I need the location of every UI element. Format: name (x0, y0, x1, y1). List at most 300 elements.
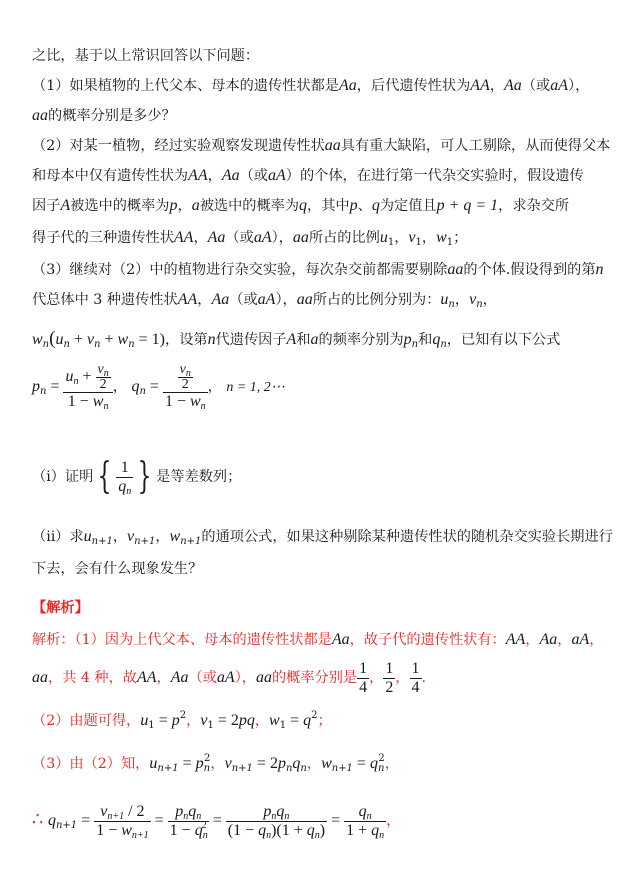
solution-3-line (32, 754, 399, 774)
math-genotype: AA (470, 77, 490, 94)
solution-text: ，故子代的遗传性状有： (349, 632, 506, 648)
math-subscript: n (440, 339, 447, 350)
math-superscript: 2 (204, 753, 211, 764)
separator: ， (395, 670, 410, 686)
math-var: w (269, 712, 280, 729)
separator: ， (394, 230, 409, 246)
math-op: = (208, 812, 226, 829)
math-subscript: n (203, 763, 211, 774)
fraction-half (178, 363, 193, 392)
math-op: = (213, 712, 231, 729)
q3-text: 的频率分别为 (318, 332, 404, 348)
separator: . (421, 670, 427, 686)
math-subscript: n (202, 829, 208, 841)
fraction-denominator (116, 478, 133, 496)
math-genotype: aA (253, 229, 272, 246)
math-paren: ) (271, 821, 277, 839)
solution-text: 解析：（1）因为上代父本、母本的遗传性状都是 (32, 632, 332, 648)
separator: ， (177, 198, 192, 214)
math-op: 1 − (164, 393, 190, 410)
math-genotype: aa (32, 107, 48, 124)
math-genotype: AA (177, 291, 198, 308)
math-paren: ( (227, 821, 234, 839)
math-var: u (140, 712, 149, 729)
fraction-step-2 (168, 803, 209, 840)
math-paren: ) (319, 821, 326, 839)
q1-text: （或 (521, 78, 551, 94)
fraction-denominator: 2 (385, 678, 394, 696)
math-op: = (178, 755, 196, 772)
math-op: / 2 (124, 802, 145, 820)
separator: 、 (357, 198, 372, 214)
q3-text: 的个体.假设得到的第 (463, 262, 596, 278)
separator: ， (112, 529, 128, 545)
math-var: u (149, 755, 158, 772)
q3-text: 代总体中 3 种遗传性状 (32, 292, 178, 308)
solution-1-line-1 (32, 630, 603, 650)
right-brace: } (137, 456, 152, 497)
math-number: 2 (269, 755, 278, 772)
fraction-numerator: 1 (359, 659, 368, 677)
q2-line-4 (32, 228, 467, 248)
math-op: = (352, 755, 370, 772)
q3-text: ）， (275, 292, 297, 308)
q2-text: 被选中的概率为 (70, 198, 170, 214)
separator: ， (306, 756, 322, 772)
math-genotype: AA (173, 229, 194, 246)
q1-label: （1） (32, 78, 70, 94)
solution-text: ，共 4 种，故 (48, 670, 137, 686)
q3-text: 和 (296, 332, 311, 348)
math-subscript: 1 (148, 720, 155, 731)
math-genotype: aa (324, 137, 341, 154)
fraction-quarter (410, 660, 422, 697)
q2-text: 被选中的概率为 (199, 198, 300, 214)
q2-text: 为定值且 (379, 198, 437, 214)
math-subscript: 1 (415, 237, 422, 248)
math-var: w (189, 393, 201, 410)
math-number: 2 (230, 712, 239, 729)
fraction-half (383, 660, 395, 697)
math-subscript: 1 (387, 237, 395, 248)
fraction-denominator (226, 822, 327, 840)
math-var: q (358, 802, 367, 820)
math-genotype: aA (571, 631, 590, 648)
fraction-denominator (163, 393, 208, 411)
separator: ； (317, 713, 332, 729)
math-subscript: n+1 (107, 810, 125, 822)
left-brace: { (97, 456, 112, 497)
math-var: q (188, 802, 197, 820)
math-subscript: n (448, 299, 455, 310)
q2-label: （2） (32, 138, 70, 154)
intro-line (32, 46, 259, 66)
separator: ， (482, 292, 497, 308)
math-var: p (171, 712, 180, 729)
math-subscript: n (94, 339, 101, 350)
math-genotype: Aa (338, 77, 357, 94)
q3-text: 继续对（2）中的植物进行杂交实验，每次杂交前都需要剔除 (69, 262, 448, 278)
math-var: v (86, 331, 95, 348)
math-genotype: AA (505, 631, 526, 648)
math-op: 1 − (233, 821, 259, 839)
q2-text: 具有重大缺陷，可人工剔除，从而使得父本 (340, 138, 611, 154)
q1-line-2 (32, 106, 176, 126)
math-var: p (403, 331, 412, 348)
fraction-numerator (344, 803, 386, 822)
q3-text: ，设第 (165, 332, 208, 348)
math-op: = (327, 812, 345, 829)
math-var: w (121, 821, 132, 839)
math-var: p (195, 755, 204, 772)
q1-line-1 (32, 76, 589, 96)
sub-ii-label: （ⅱ） (32, 529, 70, 545)
separator: ， (384, 756, 399, 772)
q2-text: ，其中 (307, 198, 350, 214)
math-genotype: Aa (221, 167, 240, 184)
math-var: p (277, 755, 286, 772)
math-subscript: n (284, 810, 290, 822)
math-subscript: n+1 (134, 536, 156, 547)
math-op: 1 − (169, 821, 195, 839)
fraction-numerator (63, 363, 112, 393)
fraction-denominator: 2 (99, 377, 107, 392)
math-op: = (46, 378, 64, 395)
math-subscript: n (103, 401, 109, 412)
separator: ， (525, 632, 540, 648)
math-var: v (469, 291, 477, 308)
math-subscript: n (285, 763, 293, 774)
fraction-numerator: 1 (116, 459, 133, 478)
separator: ， (197, 292, 212, 308)
q2-text: 得子代的三种遗传性状 (32, 230, 174, 246)
fraction-step-1 (94, 803, 150, 840)
math-genotype: Aa (504, 77, 522, 94)
math-var: w (321, 755, 332, 772)
math-var: p (32, 378, 40, 395)
fraction-denominator (168, 819, 209, 841)
solution-text: ）， (234, 670, 256, 686)
separator: ， (156, 670, 171, 686)
math-var: q (306, 821, 315, 839)
separator: ， (193, 230, 208, 246)
q2-text: 对某一植物，经过实验观察发现遗传性状 (69, 138, 325, 154)
separator: ， (386, 813, 401, 829)
math-range: n = 1, 2⋯ (226, 380, 285, 395)
q2-text: ）， (271, 230, 293, 246)
math-var: u (83, 528, 92, 545)
math-superscript: 2 (378, 753, 385, 764)
fraction-step-3 (226, 803, 327, 840)
math-subscript: 1 (207, 720, 214, 731)
math-var: p (263, 802, 272, 820)
math-equation: p + q = 1 (436, 197, 499, 214)
fraction-denominator: 4 (411, 678, 420, 696)
math-genotype: aa (32, 669, 48, 686)
solution-text: （3）由（2）知， (32, 756, 150, 772)
math-subscript: n+1 (55, 820, 78, 831)
math-var: q (371, 821, 380, 839)
math-subscript: n (379, 829, 385, 841)
sub-ii-text: 下去，会有什么现象发生？ (32, 561, 203, 577)
fraction-numerator (94, 803, 150, 822)
math-var: u (379, 229, 388, 246)
q2-text: （或 (239, 168, 268, 184)
intro-text: 之比，基于以上常识回答以下问题： (32, 48, 260, 64)
math-var: q (299, 197, 308, 214)
sub-i-text: 是等差数列； (156, 469, 242, 485)
math-superscript: 2 (179, 710, 187, 721)
separator: ； (453, 230, 468, 246)
math-op: 1 + (281, 821, 307, 839)
q3-line-3 (32, 329, 560, 350)
math-superscript: 2 (311, 710, 318, 721)
math-var: v (200, 712, 208, 729)
math-var: w (32, 331, 43, 348)
fraction-step-4 (344, 803, 386, 840)
solution-header (32, 598, 89, 618)
math-var: q (432, 331, 441, 348)
math-var: v (179, 362, 186, 377)
q2-text: 因子 (32, 198, 61, 214)
separator: ， (557, 632, 572, 648)
math-op: = (286, 712, 304, 729)
fraction-denominator: 4 (359, 678, 368, 696)
solution-2-line (32, 711, 332, 731)
math-subscript: n (185, 368, 191, 379)
math-subscript: n (103, 368, 109, 379)
fraction-numerator (178, 363, 193, 378)
math-var: n (207, 331, 216, 348)
math-genotype: aA (216, 669, 235, 686)
math-subscript: n (476, 299, 483, 310)
math-var: q (303, 712, 312, 729)
q3-line-1 (32, 260, 604, 280)
fraction-half (96, 363, 111, 392)
separator: ， (489, 78, 505, 94)
q2-text: ，求杂交所 (498, 198, 570, 214)
math-subscript: n+1 (331, 763, 353, 774)
math-op: = (145, 378, 163, 395)
q1-text: ）， (567, 78, 590, 94)
math-var: u (65, 368, 74, 386)
fraction-p (63, 363, 112, 411)
math-var: w (169, 528, 181, 545)
math-op: = (77, 812, 95, 829)
math-subscript: n+1 (131, 829, 149, 841)
solution-text: （2）由题可得， (32, 713, 141, 729)
math-var: v (127, 528, 135, 545)
fraction-denominator (94, 822, 150, 840)
math-var: q (369, 755, 378, 772)
math-genotype: Aa (331, 631, 350, 648)
math-genotype: Aa (170, 669, 189, 686)
math-var: A (60, 197, 71, 214)
math-genotype: aa (447, 261, 464, 278)
math-subscript: n (271, 810, 277, 822)
math-var: p (349, 197, 358, 214)
fraction-quarter (357, 660, 369, 697)
math-op: 1 + (346, 821, 372, 839)
math-subscript: n (73, 376, 79, 388)
q3-text: 所占的比例分别为： (312, 292, 441, 308)
sub-i-label: （ⅰ） (32, 469, 65, 485)
math-subscript: n+1 (157, 763, 179, 774)
q1-text: 的概率分别是多少？ (48, 108, 176, 124)
math-genotype: AA (188, 167, 208, 184)
math-subscript: n (196, 810, 202, 822)
fraction-one-over-q (116, 459, 133, 496)
separator: ， (186, 713, 201, 729)
q2-text: （或 (225, 230, 254, 246)
sub-ii-text: 的通项公式，如果这种剔除某种遗传性状的随机杂交实验长期进行 (201, 529, 613, 545)
sub-question-ii-line-1 (32, 527, 613, 547)
math-genotype: Aa (207, 229, 226, 246)
fraction-numerator (96, 363, 111, 378)
math-genotype: aa (255, 669, 272, 686)
sub-ii-text: 求 (69, 529, 84, 545)
separator: ， (207, 379, 222, 395)
math-subscript: n (63, 339, 70, 350)
separator: ， (369, 670, 384, 686)
math-subscript: n (314, 829, 320, 841)
math-var: u (440, 291, 449, 308)
q2-line-2 (32, 166, 584, 186)
math-var: v (408, 229, 416, 246)
separator: ， (254, 713, 270, 729)
separator: ， (112, 379, 127, 395)
math-var: A (286, 331, 297, 348)
math-var: q (276, 802, 285, 820)
math-op: = 1) (134, 331, 166, 348)
math-op: + (69, 331, 87, 348)
fraction-q (163, 363, 208, 411)
q1-text: ，后代遗传性状为 (356, 78, 471, 94)
math-var: pq (238, 712, 255, 729)
solution-1-line-2 (32, 656, 426, 700)
math-var: w (117, 331, 129, 348)
fraction-numerator (226, 803, 327, 822)
math-superscript: 2 (201, 819, 207, 831)
math-var: q (194, 821, 203, 839)
math-var: q (118, 477, 127, 495)
separator: ， (421, 230, 437, 246)
q3-text: 和 (418, 332, 433, 348)
math-subscript: n (139, 386, 146, 397)
therefore-symbol: ∴ (32, 809, 44, 830)
math-op: + (78, 368, 96, 386)
math-genotype: Aa (539, 631, 558, 648)
q3-label: （3） (32, 262, 70, 278)
math-var: p (169, 197, 178, 214)
fraction-numerator: 1 (385, 659, 394, 677)
solution-header-text: 【解析】 (32, 600, 89, 616)
math-var: q (258, 821, 267, 839)
math-subscript: n (411, 339, 419, 350)
math-var: q (371, 197, 380, 214)
math-genotype: AA (136, 669, 157, 686)
math-var: v (97, 362, 104, 377)
math-paren: ( (49, 328, 56, 349)
math-var: a (310, 331, 319, 348)
math-var: v (100, 802, 108, 820)
fraction-denominator (63, 393, 112, 411)
math-subscript: n (377, 763, 385, 774)
math-genotype: aA (257, 291, 276, 308)
formula-line (32, 362, 285, 413)
q2-line-1 (32, 136, 610, 156)
solution-text: （或 (188, 670, 217, 686)
math-subscript: n (126, 485, 132, 497)
math-subscript: n (183, 810, 189, 822)
q2-text: ）的个体，在进行第一代杂交实验时，假设遗传 (285, 168, 584, 184)
math-genotype: aA (268, 167, 286, 184)
math-genotype: aa (296, 291, 313, 308)
fraction-numerator: 1 (411, 659, 420, 677)
math-subscript: n (128, 339, 135, 350)
math-var: v (224, 755, 232, 772)
math-op: = (150, 812, 168, 829)
separator: ， (210, 756, 225, 772)
math-subscript: n+1 (231, 763, 253, 774)
math-subscript: n (40, 386, 47, 397)
math-genotype: aA (550, 77, 568, 94)
sub-question-i (32, 455, 241, 499)
q3-line-2 (32, 290, 497, 310)
q3-text: （或 (229, 292, 258, 308)
math-op: = (252, 755, 270, 772)
sub-i-text: 证明 (64, 469, 94, 485)
math-var: a (191, 197, 200, 214)
math-op: 1 − (96, 821, 122, 839)
q2-text: 和母本中仅有遗传性状为 (32, 168, 189, 184)
math-subscript: n (366, 810, 372, 822)
math-subscript: n (266, 829, 272, 841)
q1-text: 如果植物的上代父本、母本的遗传性状都是 (69, 78, 339, 94)
math-var: w (92, 393, 104, 410)
math-genotype: aa (292, 229, 309, 246)
q2-text: 所占的比例 (308, 230, 380, 246)
math-subscript: n (300, 763, 307, 774)
math-var: q (292, 755, 301, 772)
math-var: w (436, 229, 447, 246)
fraction-denominator: 2 (181, 377, 189, 392)
math-var: p (175, 802, 184, 820)
math-subscript: n (200, 401, 206, 412)
math-op: = (154, 712, 172, 729)
fraction-numerator (168, 803, 209, 822)
math-var: q (131, 378, 140, 395)
math-paren: ( (276, 821, 282, 839)
solution-text: 的概率分别是 (271, 670, 358, 686)
math-var: q (47, 812, 56, 829)
sub-question-ii-line-2 (32, 559, 202, 579)
math-subscript: n+1 (91, 536, 113, 547)
math-op: + (100, 331, 118, 348)
q3-text: 代遗传因子 (215, 332, 287, 348)
math-subscript: n (42, 339, 50, 350)
q3-text: ，已知有以下公式 (446, 332, 561, 348)
separator: ， (207, 168, 222, 184)
math-op: 1 − (67, 393, 93, 410)
math-subscript: n+1 (180, 536, 202, 547)
fraction-numerator (163, 363, 208, 393)
separator: ， (589, 632, 604, 648)
fraction-denominator (344, 822, 386, 840)
solution-3-derivation (32, 796, 400, 845)
math-genotype: Aa (211, 291, 230, 308)
math-var: u (55, 331, 64, 348)
